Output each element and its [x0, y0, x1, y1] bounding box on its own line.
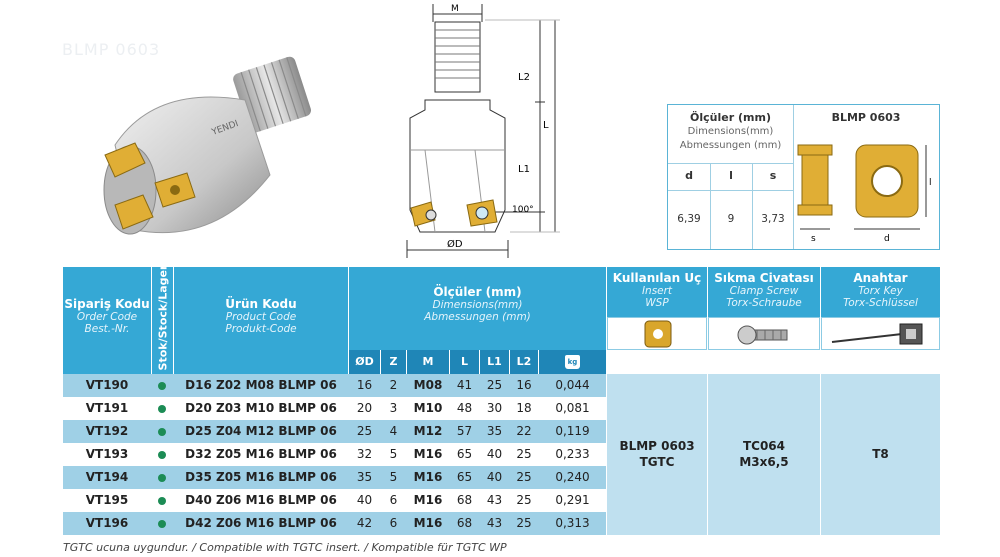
table-row [63, 397, 606, 420]
cell-z: 5 [389, 470, 398, 484]
cell-l2: 18 [516, 401, 532, 415]
product-code: D35 Z05 M16 BLMP 06 [185, 470, 337, 484]
cell-l: 48 [456, 401, 473, 415]
cell-l2: 25 [516, 447, 532, 461]
label-l1: L1 [518, 164, 530, 175]
cell-z: 5 [389, 447, 398, 461]
insert-label-l: l [929, 178, 932, 188]
cell-l: 68 [456, 516, 473, 530]
cell-l: 65 [456, 470, 473, 484]
header-order-code: Sipariş Kodu Order Code Best.-Nr. [63, 267, 151, 374]
footnote: TGTC ucuna uygundur. / Compatible with TGTC insert. / Kompatible für TGTC WP [63, 541, 507, 554]
cell-m: M16 [413, 470, 443, 484]
weight-icon: kg [565, 355, 580, 369]
cell-weight: 0,081 [555, 401, 590, 415]
product-code: D42 Z06 M16 BLMP 06 [185, 516, 337, 530]
cell-l1: 25 [486, 378, 503, 392]
product-code: D25 Z04 M12 BLMP 06 [185, 424, 337, 438]
header-insert: Kullanılan Uç Insert WSP [607, 267, 707, 317]
stock-indicator-icon [158, 382, 166, 390]
cell-weight: 0,291 [555, 493, 590, 507]
cell-z: 4 [389, 424, 398, 438]
stock-indicator-icon [158, 451, 166, 459]
cell-m: M12 [413, 424, 443, 438]
label-od: ØD [447, 239, 463, 250]
label-m: M [451, 4, 459, 14]
label-l2: L2 [518, 72, 530, 83]
stock-indicator-icon [158, 520, 166, 528]
header-dimensions: Ölçüler (mm) Dimensions(mm) Abmessungen (mm) [349, 267, 606, 350]
col-od: ØD [349, 350, 380, 374]
header-product-code: Ürün Kodu Product Code Produkt-Code [174, 267, 348, 374]
cell-l2: 25 [516, 470, 532, 484]
torx-key-icon [821, 317, 940, 350]
product-code: D32 Z05 M16 BLMP 06 [185, 447, 337, 461]
order-code: VT195 [85, 493, 129, 507]
cell-l2: 16 [516, 378, 532, 392]
cell-l: 41 [456, 378, 473, 392]
header-clamp-screw: Sıkma Civatası Clamp Screw Torx-Schraube [708, 267, 820, 317]
dim-value-l: 9 [727, 213, 735, 225]
col-weight [539, 350, 606, 374]
cell-od: 40 [356, 493, 373, 507]
torx-key-value-cell: T8 [821, 374, 940, 535]
order-code: VT196 [85, 516, 129, 530]
table-row [63, 374, 606, 397]
product-code: D16 Z02 M08 BLMP 06 [185, 378, 337, 392]
label-angle: 100° [512, 205, 534, 215]
product-code: D20 Z03 M10 BLMP 06 [185, 401, 337, 415]
cell-l2: 25 [516, 493, 532, 507]
cell-l1: 40 [486, 447, 503, 461]
milling-cutter-photo [95, 55, 325, 255]
dim-title-en: Dimensions(mm) [687, 126, 774, 137]
order-code: VT193 [85, 447, 129, 461]
dim-header-l: l [729, 169, 733, 182]
cell-l: 65 [456, 447, 473, 461]
insert-value-cell: BLMP 0603 TGTC [607, 374, 707, 535]
cell-od: 32 [356, 447, 373, 461]
cell-l1: 35 [486, 424, 503, 438]
table-row [63, 512, 606, 535]
dim-title: Ölçüler (mm) [690, 111, 771, 124]
stock-indicator-icon [158, 405, 166, 413]
cell-m: M08 [413, 378, 443, 392]
order-code: VT191 [85, 401, 129, 415]
cell-od: 16 [356, 378, 373, 392]
header-stock: Stok/Stock/Lager [152, 267, 173, 374]
cell-od: 25 [356, 424, 373, 438]
insert-dimension-table [667, 104, 940, 250]
dim-header-d: d [685, 169, 693, 182]
col-l: L [450, 350, 479, 374]
tool-logo: YENDI [210, 119, 240, 138]
stock-indicator-icon [158, 497, 166, 505]
technical-drawing [395, 0, 595, 262]
col-l1: L1 [480, 350, 509, 374]
cell-od: 35 [356, 470, 373, 484]
cell-l1: 43 [486, 493, 503, 507]
order-code: VT192 [85, 424, 129, 438]
col-m: M [407, 350, 449, 374]
insert-label-d: d [884, 234, 890, 244]
cell-m: M16 [413, 493, 443, 507]
cell-m: M16 [413, 447, 443, 461]
cell-weight: 0,233 [555, 447, 590, 461]
dim-header-s: s [769, 169, 777, 182]
clamp-screw-value-cell: TC064 M3x6,5 [708, 374, 820, 535]
cell-l2: 25 [516, 516, 532, 530]
cell-l: 68 [456, 493, 473, 507]
order-code: VT194 [85, 470, 129, 484]
table-row [63, 489, 606, 512]
cell-weight: 0,044 [555, 378, 590, 392]
cell-m: M10 [413, 401, 443, 415]
stock-indicator-icon [158, 428, 166, 436]
insert-icon-box [607, 317, 707, 350]
cell-l2: 22 [516, 424, 532, 438]
cell-weight: 0,119 [555, 424, 590, 438]
dim-value-s: 3,73 [761, 213, 785, 225]
header-torx-key: Anahtar Torx Key Torx-Schlüssel [821, 267, 940, 317]
product-code: D40 Z06 M16 BLMP 06 [185, 493, 337, 507]
cell-l: 57 [456, 424, 473, 438]
cell-z: 6 [389, 493, 398, 507]
clamp-screw-icon [708, 317, 820, 350]
cell-od: 42 [356, 516, 373, 530]
watermark-text: BLMP 0603 [62, 40, 161, 59]
insert-label-s: s [811, 234, 816, 244]
col-z: Z [381, 350, 406, 374]
cell-weight: 0,313 [555, 516, 590, 530]
insert-drawing [796, 131, 936, 247]
order-code: VT190 [85, 378, 129, 392]
cell-z: 3 [389, 401, 398, 415]
table-row [63, 466, 606, 489]
cell-l1: 43 [486, 516, 503, 530]
cell-z: 2 [389, 378, 398, 392]
table-row [63, 443, 606, 466]
col-l2: L2 [510, 350, 538, 374]
cell-od: 20 [356, 401, 373, 415]
cell-l1: 40 [486, 470, 503, 484]
cell-weight: 0,240 [555, 470, 590, 484]
label-l: L [543, 120, 549, 131]
insert-title: BLMP 0603 [831, 111, 901, 124]
table-row [63, 420, 606, 443]
dim-title-de: Abmessungen (mm) [679, 140, 782, 151]
cell-z: 6 [389, 516, 398, 530]
cell-m: M16 [413, 516, 443, 530]
stock-indicator-icon [158, 474, 166, 482]
cell-l1: 30 [486, 401, 503, 415]
dim-value-d: 6,39 [677, 213, 701, 225]
